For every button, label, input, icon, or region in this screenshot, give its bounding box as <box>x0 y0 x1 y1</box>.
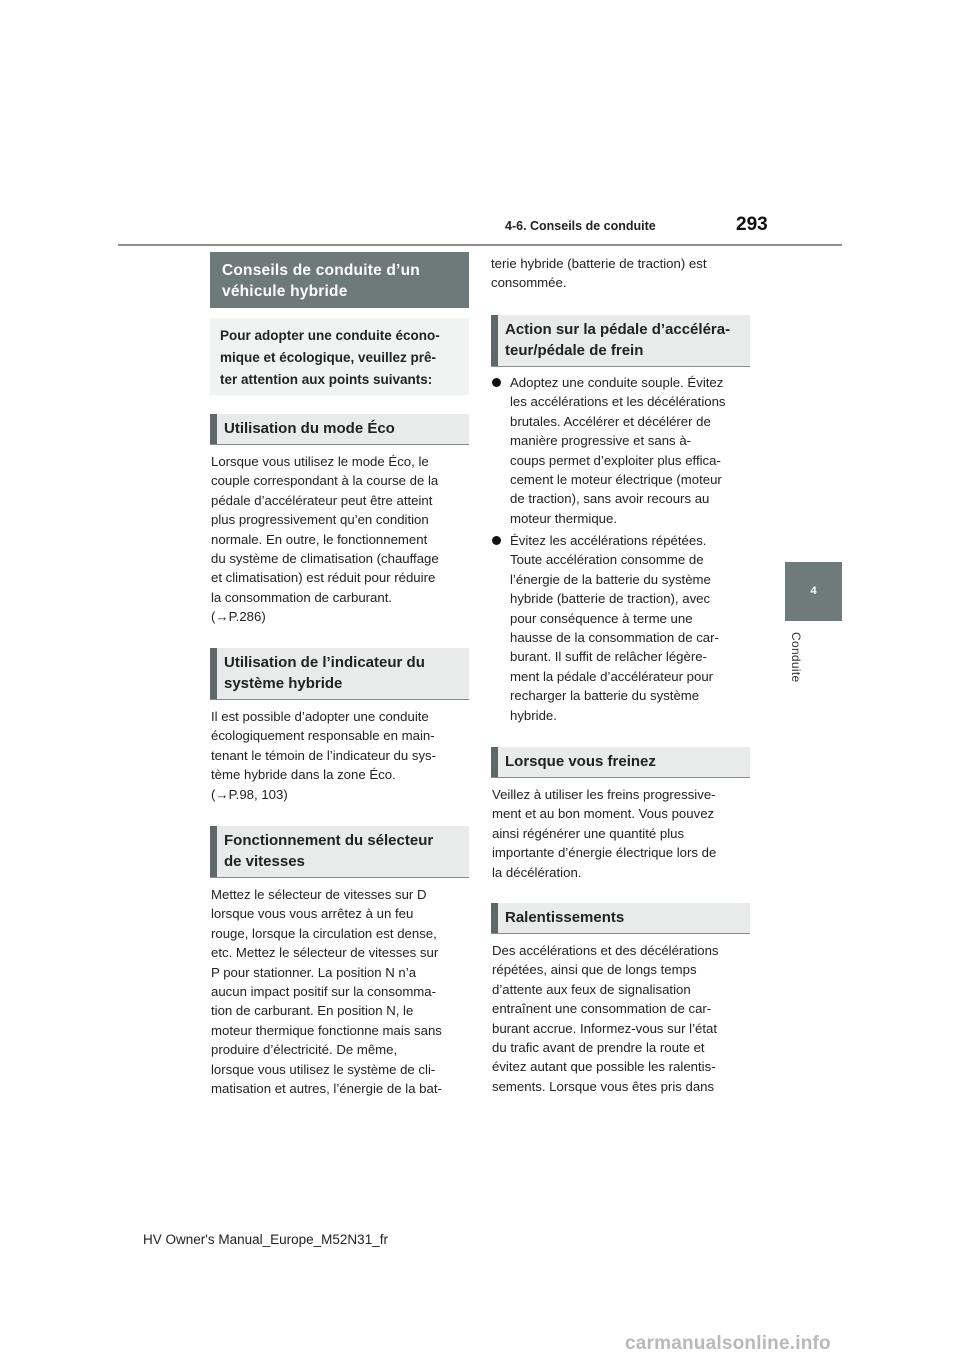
title-line: véhicule hybride <box>222 283 348 300</box>
text-line: écologiquement responsable en main- <box>211 728 435 744</box>
text-line: Adoptez une conduite souple. Évitez <box>510 375 724 390</box>
text-line: du trafic avant de prendre la route et <box>492 1040 705 1056</box>
text-line: sements. Lorsque vous êtes pris dans <box>492 1078 715 1094</box>
heading-shift-lever <box>210 826 469 878</box>
text-line: répétées, ainsi que de longs temps <box>492 962 697 978</box>
paragraph-slowdowns <box>492 941 756 1096</box>
text-line: du système de climatisation (chauffage <box>211 551 439 567</box>
paragraph-braking <box>492 785 756 882</box>
paragraph-eco-mode <box>211 452 475 627</box>
text-line: aucun impact positif sur la consomma- <box>211 984 437 1000</box>
bullet-text <box>510 373 726 528</box>
paragraph-shift-lever-continued <box>491 254 755 293</box>
text-line: pour conséquence à terme une <box>510 610 693 626</box>
text-line: l’énergie de la batterie du système <box>510 571 711 587</box>
heading-braking <box>491 747 750 778</box>
intro-text <box>210 318 469 391</box>
chapter-title-box <box>210 252 469 308</box>
text-line: rouge, lorsque la circulation est dense, <box>211 925 437 941</box>
heading-text <box>491 315 750 361</box>
text-line: lorsque vous vous arrêtez à un feu <box>211 906 414 922</box>
heading-text: Utilisation du mode Éco <box>224 420 395 437</box>
text-line: moteur thermique fonctionne mais sans <box>211 1022 442 1038</box>
bullet-dot-icon <box>492 536 501 545</box>
heading-text: Ralentissements <box>505 909 625 926</box>
document-footer: HV Owner's Manual_Europe_M52N31_fr <box>143 1232 388 1247</box>
heading-eco-mode <box>210 414 469 445</box>
text-line: ment et au bon moment. Vous pouvez <box>492 806 715 822</box>
bullet-item <box>492 531 752 726</box>
text-line: P pour stationner. La position N n’a <box>211 964 417 980</box>
text-line: Il est possible d’adopter une conduite <box>211 709 429 724</box>
text-line: coups permet d’exploiter plus effica- <box>510 452 721 468</box>
text-line: burant accrue. Informez-vous sur l’état <box>492 1020 718 1036</box>
title-line: Conseils de conduite d’un <box>222 262 420 279</box>
text-line: tème hybride dans la zone Éco. <box>211 767 396 783</box>
text-line: les accélérations et les décélérations <box>510 394 726 410</box>
heading-slowdowns <box>491 903 750 934</box>
intro-line: Pour adopter une conduite écono- <box>220 328 440 343</box>
heading-pedals <box>491 315 750 367</box>
text-line: la consommation de carburant. <box>211 589 393 605</box>
intro-line: mique et écologique, veuillez prê- <box>220 350 437 365</box>
intro-line: ter attention aux points suivants: <box>220 372 433 387</box>
chapter-label: Conduite <box>789 632 803 683</box>
text-line: ainsi régénérer une quantité plus <box>492 825 685 841</box>
text-line: normale. En outre, le fonctionnement <box>211 531 428 547</box>
text-line: Lorsque vous utilisez le mode Éco, le <box>211 454 429 469</box>
chapter-tab <box>785 562 842 621</box>
text-line: lorsque vous utilisez le système de cli- <box>211 1061 436 1077</box>
text-line: de traction), sans avoir recours au <box>510 491 710 507</box>
bullet-item <box>492 373 752 529</box>
page-reference: (→P.286) <box>211 609 266 625</box>
heading-line: système hybride <box>224 675 343 692</box>
heading-hybrid-indicator <box>210 648 469 700</box>
page-reference: (→P.98, 103) <box>211 786 288 802</box>
chapter-title <box>210 252 469 302</box>
text-line: évitez autant que possible les ralentis- <box>492 1059 716 1075</box>
heading-text: Lorsque vous freinez <box>505 753 656 770</box>
text-line: Mettez le sélecteur de vitesses sur D <box>211 887 427 902</box>
text-line: etc. Mettez le sélecteur de vitesses sur <box>211 945 439 961</box>
paragraph-shift-lever <box>211 885 475 1098</box>
text-line: couple correspondant à la course de la <box>211 473 439 489</box>
text-line: pédale d’accélérateur peut être atteint <box>211 492 433 508</box>
text-line: entraînent une consommation de car- <box>492 1001 712 1017</box>
text-line: Veillez à utiliser les freins progressive- <box>492 787 716 802</box>
bullet-text <box>510 531 719 725</box>
text-line: burant. Il suffit de relâcher légère- <box>510 649 707 665</box>
text-line: d’attente aux feux de signalisation <box>492 981 691 997</box>
heading-line: teur/pédale de frein <box>505 342 644 359</box>
text-line: importante d’énergie électrique lors de <box>492 845 717 861</box>
text-line: et climatisation) est réduit pour réduire <box>211 570 436 586</box>
heading-line: de vitesses <box>224 853 305 870</box>
text-line: hausse de la consommation de car- <box>510 630 719 646</box>
text-line: plus progressivement qu’en condition <box>211 512 429 528</box>
text-line: ment la pédale d’accélérateur pour <box>510 668 714 684</box>
paragraph-hybrid-indicator <box>211 707 475 804</box>
text-line: matisation et autres, l’énergie de la bat- <box>211 1081 442 1097</box>
text-line: tion de carburant. En position N, le <box>211 1003 414 1019</box>
page-number: 293 <box>736 214 768 235</box>
text-line: consommée. <box>491 275 567 291</box>
bullet-dot-icon <box>492 378 501 387</box>
watermark: carmanualsonline.info <box>625 1333 831 1354</box>
text-line: terie hybride (batterie de traction) est <box>491 256 707 271</box>
chapter-number: 4 <box>810 585 817 597</box>
heading-line: Utilisation de l’indicateur du <box>224 654 425 671</box>
heading-text <box>210 826 469 872</box>
text-line: la décélération. <box>492 864 582 880</box>
header-divider <box>118 244 842 246</box>
text-line: manière progressive et sans à- <box>510 433 692 449</box>
text-line: recharger la batterie du système <box>510 688 700 704</box>
heading-text <box>210 648 469 694</box>
text-line: hybride (batterie de traction), avec <box>510 591 711 607</box>
text-line: brutales. Accélérer et décélérer de <box>510 413 711 429</box>
text-line: Évitez les accélérations répétées. <box>510 533 707 548</box>
heading-line: Fonctionnement du sélecteur <box>224 832 434 849</box>
text-line: Toute accélération consomme de <box>510 552 704 568</box>
text-line: cement le moteur électrique (moteur <box>510 472 722 488</box>
text-line: tenant le témoin de l’indicateur du sys- <box>211 747 437 763</box>
intro-box <box>210 318 469 395</box>
text-line: produire d’électricité. De même, <box>211 1042 398 1058</box>
text-line: moteur thermique. <box>510 510 618 526</box>
section-title: 4-6. Conseils de conduite <box>505 219 656 233</box>
text-line: Des accélérations et des décélérations <box>492 943 719 958</box>
text-line: hybride. <box>510 707 557 723</box>
heading-line: Action sur la pédale d’accéléra- <box>505 321 731 338</box>
